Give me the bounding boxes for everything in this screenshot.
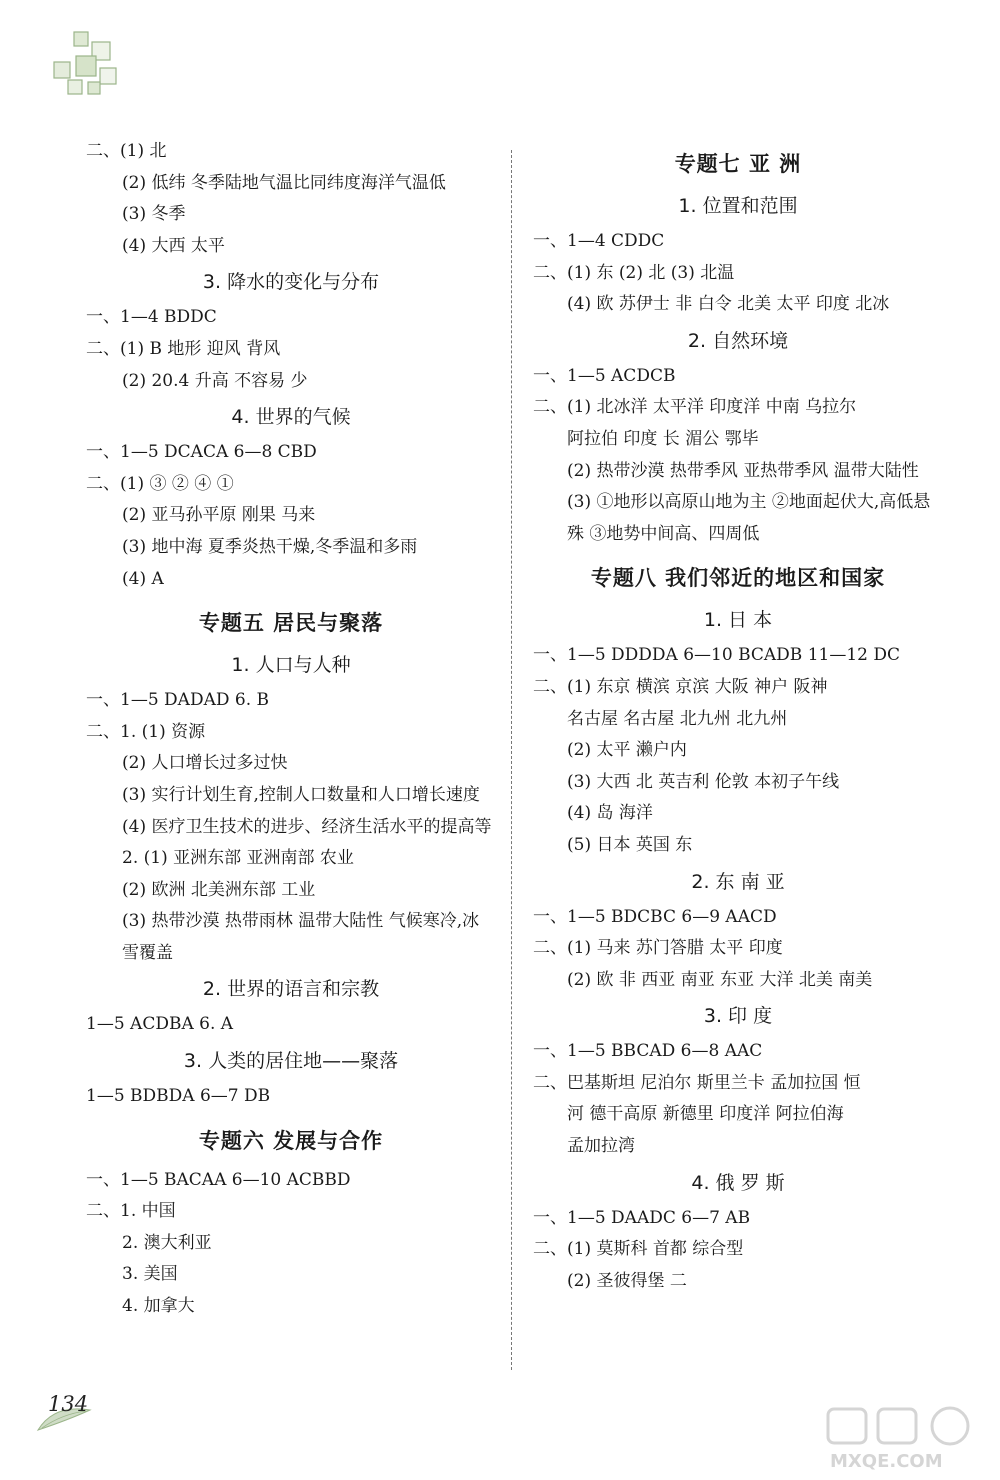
answer-line: 二、(1) B 地形 迎风 背风 [86,338,281,359]
answer-line: 一、1—4 CDDC [533,231,665,251]
answer-line: (2) 人口增长过多过快 [122,753,288,774]
answer-line: 阿拉伯 印度 长 湄公 鄂毕 [567,428,759,449]
answer-line: 河 德干高原 新德里 印度洋 阿拉伯海 [567,1104,844,1125]
answer-line: 名古屋 名古屋 北九州 北九州 [567,708,788,729]
answer-line: 一、1—5 BACAA 6—10 ACBBD [86,1169,351,1190]
section-heading: 4. 俄 罗 斯 [691,1171,785,1194]
answer-line: (2) 20.4 升高 不容易 少 [122,370,308,391]
answer-line: 一、1—5 BBCAD 6—8 AAC [533,1041,763,1062]
answer-line: 二、巴基斯坦 尼泊尔 斯里兰卡 孟加拉国 恒 [533,1072,861,1093]
topic-heading: 专题六 发展与合作 [198,1128,384,1153]
watermark-logo-icon [822,1405,982,1471]
answer-line: (2) 低纬 冬季陆地气温比同纬度海洋气温低 [122,172,446,193]
answer-line: (4) A [122,568,164,589]
answer-line: 一、1—5 DDDDA 6—10 BCADB 11—12 DC [533,645,901,666]
answer-line: (2) 欧洲 北美洲东部 工业 [122,879,316,900]
section-heading: 2. 东 南 亚 [691,870,785,893]
section-heading: 4. 世界的气候 [231,406,351,429]
right-column [533,136,943,1297]
answer-line: 一、1—5 ACDCB [533,365,676,386]
answer-line: 4. 加拿大 [122,1296,195,1317]
answer-line: 1—5 ACDBA 6. A [86,1014,234,1035]
answer-line: (2) 圣彼得堡 二 [567,1270,687,1291]
answer-line: 二、(1) 北冰洋 太平洋 印度洋 中南 乌拉尔 [533,397,857,418]
topic-heading: 专题七 亚 洲 [674,152,802,176]
section-heading: 3. 印 度 [703,1005,773,1028]
answer-line: (3) 实行计划生育,控制人口数量和人口增长速度 [122,784,480,805]
answer-line: 二、(1) 东京 横滨 京滨 大阪 神户 阪神 [533,676,828,697]
answer-line: 二、(1) 马来 苏门答腊 太平 印度 [533,938,783,959]
answer-line: 一、1—5 DAADC 6—7 AB [533,1207,751,1228]
answer-line: (3) 地中海 夏季炎热干燥,冬季温和多雨 [122,536,418,557]
answer-line: (4) 欧 苏伊士 非 白令 北美 太平 印度 北冰 [567,294,890,315]
column-divider [511,150,512,1370]
page-number: 134 [48,1392,89,1416]
answer-line: 二、1. 中国 [86,1201,176,1222]
answer-line: 一、1—5 DADAD 6. B [86,690,269,711]
answer-line: 一、1—5 BDCBC 6—9 AACD [533,906,777,927]
answer-line: 二、(1) 东 (2) 北 (3) 北温 [533,262,735,283]
answer-line: (3) 热带沙漠 热带雨林 温带大陆性 气候寒冷,冰雪覆盖 [122,911,480,963]
answer-line: (2) 太平 濑户内 [567,740,687,761]
answer-line: (4) 岛 海洋 [567,803,653,824]
answer-line: (2) 欧 非 西亚 南亚 东亚 大洋 北美 南美 [567,969,873,990]
answer-line: 二、(1) 莫斯科 首都 综合型 [533,1239,744,1260]
answer-line: (3) 冬季 [122,204,186,225]
answer-line: (3) 大西 北 英吉利 伦敦 本初子午线 [567,771,840,792]
answer-line: 1—5 BDBDA 6—7 DB [86,1086,271,1107]
svg-text:MXQE.COM: MXQE.COM [830,1451,943,1471]
answer-line: (4) 医疗卫生技术的进步、经济生活水平的提高等 [122,816,492,837]
answer-line: (2) 热带沙漠 热带季风 亚热带季风 温带大陆性 [567,460,919,481]
topic-heading: 专题八 我们邻近的地区和国家 [590,566,886,591]
section-heading: 1. 人口与人种 [231,654,351,677]
topic-heading: 专题五 居民与聚落 [198,611,384,636]
answer-line: 2. (1) 亚洲东部 亚洲南部 农业 [122,848,354,869]
left-column [86,136,496,1323]
section-heading: 1. 日 本 [703,609,773,632]
answer-line: 一、1—4 BDDC [86,307,217,328]
section-heading: 1. 位置和范围 [678,195,798,217]
answer-line: 3. 美国 [122,1264,178,1285]
decorative-cubes-icon [46,28,128,100]
answer-line: (4) 大西 太平 [122,235,225,256]
answer-line: (3) ①地形以高原山地为主 ②地面起伏大,高低悬殊 ③地势中间高、四周低 [567,492,931,544]
answer-line: (2) 亚马孙平原 刚果 马来 [122,505,316,526]
section-heading: 2. 世界的语言和宗教 [202,978,380,1001]
section-heading: 3. 人类的居住地——聚落 [183,1050,399,1073]
answer-line: 二、1. (1) 资源 [86,721,206,742]
answer-line: 二、(1) ③ ② ④ ① [86,473,234,494]
section-heading: 3. 降水的变化与分布 [202,271,380,294]
answer-line: 孟加拉湾 [567,1136,635,1157]
answer-line: (5) 日本 英国 东 [567,834,693,855]
answer-line: 2. 澳大利亚 [122,1232,212,1253]
answer-line: 一、1—5 DCACA 6—8 CBD [86,442,317,463]
answer-line: 二、(1) 北 [86,141,167,161]
section-heading: 2. 自然环境 [687,329,789,352]
